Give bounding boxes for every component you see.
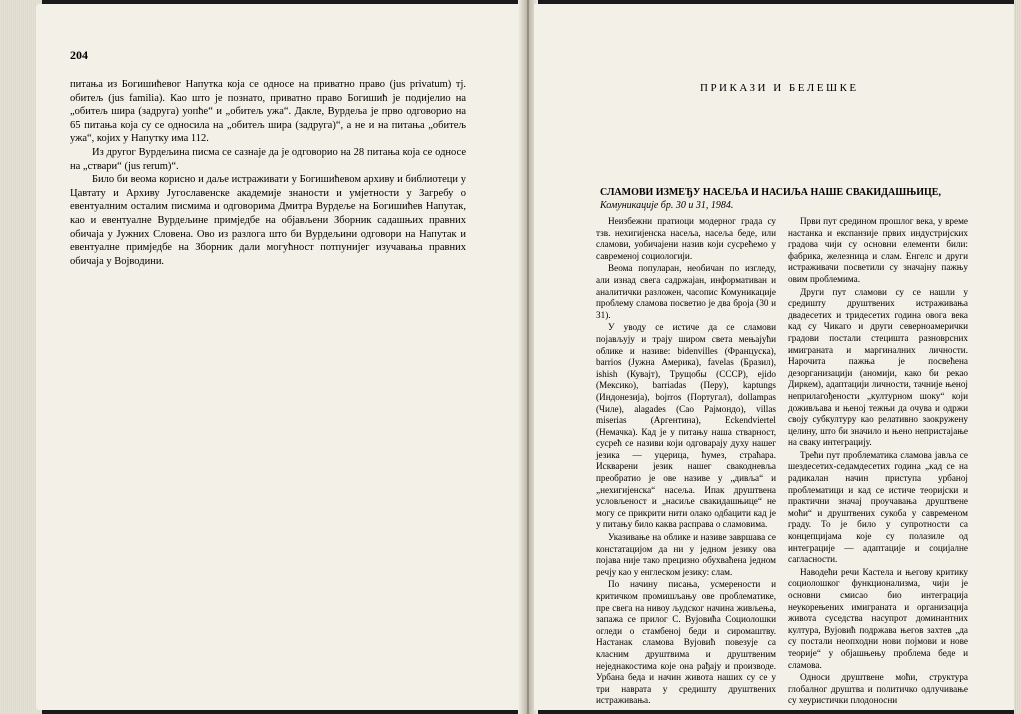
- paragraph: Неизбежни пратиоци модерног града су тзв. нехигијенска насеља, насеља беде, или сламови, уобичајени назив који сусрећемо у савременој социологији.: [596, 216, 776, 261]
- page-edges-right: [1014, 0, 1021, 714]
- page-number: 204: [70, 48, 88, 62]
- review-title-text: СЛАМОВИ ИЗМЕЂУ НАСЕЉА И НАСИЉА НАШЕ СВАКИДАШЊИЦЕ,: [600, 187, 941, 198]
- text-column-2: [788, 216, 968, 708]
- paragraph: Из другог Вурдељина писма се сазнаје да је одговорио на 28 питања која се односе на „ствари“ (jus rerum)“.: [70, 146, 466, 172]
- paragraph: Веома популаран, необичан по изгледу, али изнад свега садржајан, информативан и аналитички разложен, часопис Комуникације проблему сламова посветио је два броја (30 и 31).: [596, 263, 776, 320]
- paragraph: Односи друштвене моћи, структура глобалног друштва и политичко одлучивање су хеуристички плодоносни: [788, 672, 968, 706]
- paragraph: У уводу се истиче да се сламови појављују и трају широм света мењајући облике и називе: bidenvilles (Француска), barrios (Јужна Америка), favelas (Бразил), ishish (Кувајт), Трущобы (СССР), ejido (Мексико), barriadas (Перу), kaptungs (Индонезија), bojrros (Португал), dollampas (Чиле), alagades (Сао Рајмондо), villas miserias (Аргентина), Eckendviertel (Немачка). Кад је у питању наша стварност, сусрећ се називи који одговарају духу нашег језика — уцерица, ћумез, страћара. Искварени језик нашег свакодневља преобратио је ове називе у „дивља“ и „нехигијенска“ насеља. Ипак друштвена условљеност и „насиље свакидашњице“ не могу се прикрити нити олако одбацити кад је у питању било каква расправа о сламовима.: [596, 322, 776, 530]
- paragraph: Указивање на облике и називе завршава се констатацијом да ни у једном језику ова појава није тако прецизно обухваћена једном речју као у енглеском језику: слам.: [596, 532, 776, 577]
- review-source: Комуникације бр. 30 и 31, 1984.: [600, 200, 734, 211]
- paragraph: Наводећи речи Кастела и његову критику социолошког функционализма, чији је основни смисао био интеграција неукорењених имиграната и организација живота суседства насупрот доминантних култура, Вујовић подржава његов захтев „да су постали неопходни нови појмови и нове теорије“ у објашњењу проблема беде и сламова.: [788, 566, 968, 670]
- left-page-body: [70, 78, 466, 268]
- paragraph: По начину писања, усмерености и критичком промишљању ове проблематике, пре свега на нивоу људског начина живљења, запажа се прилог С. Вујовића Социолошки огледи о стамбеној беди и сиромаштву. Настанак сламова Вујовић повезује са класним друштвима и друштвеним неједнакостима које она рађају и производе. Урбана беда и начин живота наших су се у три наврата у средишту друштвених истраживања.: [596, 579, 776, 706]
- running-head: ПРИКАЗИ И БЕЛЕШКЕ: [700, 82, 859, 94]
- paragraph: питања из Богишићевог Напутка која се односе на приватно право (jus privatum) тј. обитељ (jus familia). Као што је познато, приватно право Богишић је подијелио на „обитељ шира (задруга) уопће“ и „обитељ ужа“. Дакле, Вурдеља је прво одговорио на 65 питања која су се односила на „обитељ шира (задруга)“, а не и на питања „обитељ ужа“, којих у Напутку има 112.: [70, 79, 466, 145]
- paragraph: Трећи пут проблематика сламова јавља се шездесетих-седамдесетих година „кад се на радикалан начин приступа урбаној проблематици и кад се истиче теоријски и практични значај проучавања друштвене моћи“ и друштвених сукоба у савременом граду. То је било у супротности са концепцијама које су полазиле од интеграције — адаптације и социјалне сагласности.: [788, 449, 968, 565]
- paragraph: Први пут средином прошлог века, у време настанка и експанзије првих индустријских градова чији су основни елементи били: фабрика, железница и слам. Енгелс и други истраживачи посветили су значајну пажњу овим проблемима.: [788, 216, 968, 284]
- review-title: [600, 186, 980, 212]
- paragraph: Други пут сламови су се нашли у средишту друштвених истраживања двадесетих и тридесетих година овога века кад су Чикаго и други северноамерички градови постали стецишта разноврсних имиграната и маргиналних личности. Нарочита пажња је посвећена дезорганизацији (аномији, како би рекао Диркем), адаптацији личности, тачније њеној неприлагођености „културном шоку“ који доживљава и њеној тежњи да очува и одржи своју субкултуру као релативно заокружену целину, што би значило и њено непристајање на сваку интеграцију.: [788, 286, 968, 448]
- text-column-1: [596, 216, 776, 708]
- paragraph: Било би веома корисно и даље истраживати у Богишићевом архиву и библиотеци у Цавтату и Архиву Југославенске академије знаности и умјетности у Загребу о евентуалним осталим писмима и одговорима Дмитра Вурдеље на Богишићев Напутак, као и евентуалне Вурдељине примједбе на објављени Зборник садашњих правних обичаја у Јужних Словена. Ово из разлога што би Вурдељини одговори на Напутак и евентуалне примједбе на Зборник дали могућност потпунијег изучавања правних обичаја у Војводини.: [70, 174, 466, 267]
